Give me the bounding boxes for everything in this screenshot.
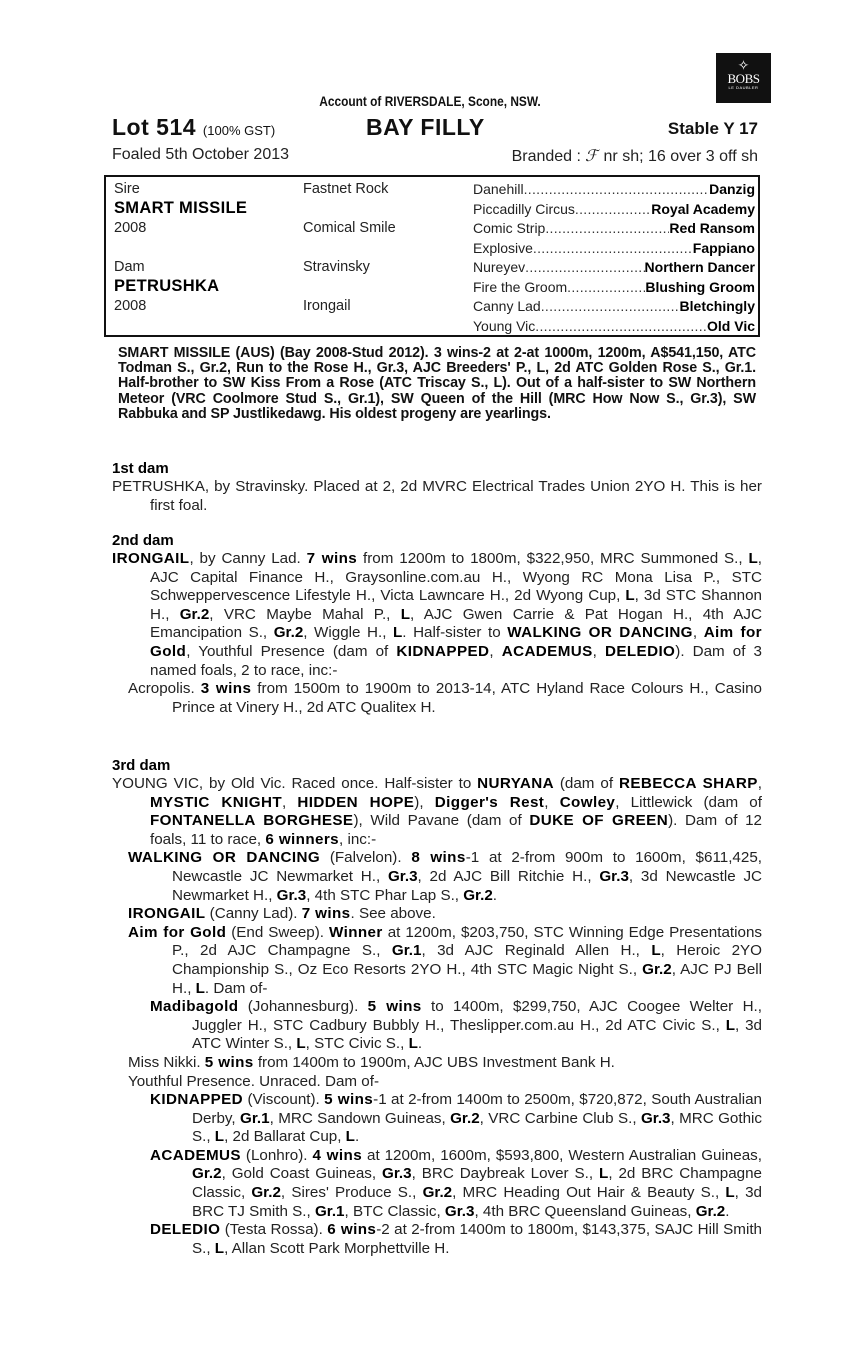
logo-name: BOBS xyxy=(727,71,760,86)
grandparent-row xyxy=(473,318,755,334)
grandparent-sire: Royal Academy xyxy=(651,200,755,217)
text: , Wiggle H., xyxy=(303,624,394,642)
grandparent-sire: Fappiano xyxy=(692,239,755,256)
horse-name: MYSTIC KNIGHT xyxy=(150,793,282,811)
grandparent-row xyxy=(473,298,755,314)
leader-dots xyxy=(541,298,680,314)
text: (Testa Rossa). xyxy=(220,1221,328,1239)
text: -1 at 2-from 900m to 1600m, $611,425, Newcastle JC Newmarket H., xyxy=(172,849,762,885)
horse-name: IRONGAIL xyxy=(112,550,190,567)
horse-name: NURYANA xyxy=(477,775,554,792)
text: . xyxy=(492,886,498,904)
text: , 3d STC Shannon H., xyxy=(150,587,762,623)
text: . xyxy=(417,1035,423,1053)
leader-dots xyxy=(535,318,707,334)
listed-mark: L xyxy=(651,942,661,960)
text: . xyxy=(354,1128,360,1146)
group-mark: Gr.2 xyxy=(251,1184,281,1202)
text: , STC Civic S., xyxy=(305,1035,409,1053)
text: , VRC Maybe Mahal P., xyxy=(209,605,401,623)
text: ), xyxy=(414,793,435,811)
grandparent-sire: Bletchingly xyxy=(679,298,755,314)
text: , 3d BRC TJ Smith S., xyxy=(192,1184,762,1220)
horse-name: WALKING OR DANCING xyxy=(128,849,321,867)
group-mark: Gr.3 xyxy=(276,886,307,904)
horse-name: Aim for Gold xyxy=(150,624,762,660)
grandparent-sire: Red Ransom xyxy=(669,220,755,236)
text: , Littlewick (dam of xyxy=(615,793,762,811)
group-mark: Gr.2 xyxy=(450,1109,480,1127)
listed-mark: L xyxy=(408,1035,418,1053)
text: (Johannesburg). xyxy=(238,998,368,1016)
text: ). Dam of 3 named foals, 2 to race, inc:- xyxy=(150,642,762,679)
group-mark: Gr.1 xyxy=(391,942,422,960)
horse-name: KIDNAPPED xyxy=(150,1091,244,1109)
text: from 1400m to 1900m, AJC UBS Investment Bank H. xyxy=(253,1053,615,1071)
listed-mark: L xyxy=(296,1035,306,1053)
text: -2 at 2-from 1400m to 1800m, $143,375, SAJC Hill Smith S., xyxy=(192,1221,762,1257)
text: Miss Nikki. xyxy=(128,1053,205,1071)
listed-mark: L xyxy=(393,624,403,642)
grandparent-name: Comic Strip xyxy=(473,220,546,236)
text: , 2d Ballarat Cup, xyxy=(224,1128,346,1146)
second-dam-foal xyxy=(128,680,762,717)
grandparent-name: Young Vic xyxy=(473,317,536,334)
grandparent-row xyxy=(473,259,755,275)
progeny-deledio xyxy=(150,1221,762,1258)
group-mark: Gr.2 xyxy=(179,605,210,623)
horse-name: Madibagold xyxy=(150,998,239,1016)
grandparent-name: Piccadilly Circus xyxy=(473,200,575,217)
horse-name: WALKING OR DANCING xyxy=(507,624,693,642)
text: (Viscount). xyxy=(243,1091,325,1109)
group-mark: Gr.2 xyxy=(695,1202,726,1220)
text: , Gold Coast Guineas, xyxy=(221,1165,383,1183)
logo-subtitle: LE DAUBLER xyxy=(728,85,759,90)
grandparent-sire: Northern Dancer xyxy=(644,259,755,275)
leader-dots xyxy=(567,279,645,295)
listed-mark: L xyxy=(599,1165,609,1183)
branded-label: Branded : xyxy=(511,148,581,165)
horse-name: DELEDIO xyxy=(604,642,676,660)
text: from 1200m to 1800m, $322,950, MRC Summoned S., xyxy=(357,550,749,567)
grandparent-row xyxy=(473,181,755,197)
wins: 3 wins xyxy=(200,680,252,698)
text: Acropolis. xyxy=(128,680,201,698)
text: , inc:- xyxy=(339,830,377,848)
grandparent-name: Fire the Groom xyxy=(473,278,568,295)
horse-name: DELEDIO xyxy=(150,1221,221,1239)
leader-dots xyxy=(525,259,644,275)
group-mark: Gr.3 xyxy=(599,867,629,885)
horse-bird-icon: ✧ xyxy=(737,57,750,73)
sire-year: 2008 xyxy=(114,220,147,236)
wins: 5 wins xyxy=(324,1091,374,1109)
group-mark: Gr.2 xyxy=(273,624,304,642)
wins: 5 wins xyxy=(204,1053,254,1071)
text: , xyxy=(282,793,298,811)
sire-name: SMART MISSILE xyxy=(114,199,248,217)
grandparent-name: Nureyev xyxy=(473,259,526,275)
wins: 8 wins xyxy=(411,849,466,867)
text: , 2d AJC Bill Ritchie H., xyxy=(417,867,600,885)
listed-mark: L xyxy=(195,979,205,997)
wins: 7 wins xyxy=(306,550,358,567)
first-dam-text: PETRUSHKA, by Stravinsky. Placed at 2, 2d MVRC Electrical Trades Union 2YO H. This is her first foal. xyxy=(112,478,762,514)
horse-name: ACADEMUS xyxy=(150,1146,241,1164)
text: . xyxy=(725,1202,730,1220)
leader-dots xyxy=(545,220,669,236)
third-dam-text xyxy=(112,775,762,849)
text: to 1400m, $299,750, AJC Coogee Welter H., Juggler H., STC Cadbury Bubbly H., Theslipper.com.au H., 2d ATC Civic S., xyxy=(192,998,762,1034)
text: (End Sweep). xyxy=(226,923,329,941)
listed-mark: L xyxy=(725,1184,735,1202)
text: (Falvelon). xyxy=(320,849,412,867)
listed-mark: L xyxy=(214,1128,225,1146)
text: , xyxy=(757,775,762,792)
vendor-account: Account of RIVERSDALE, Scone, NSW. xyxy=(319,93,541,109)
text: (dam of xyxy=(553,775,619,792)
first-dam-section xyxy=(112,460,762,515)
second-dam-heading: 2nd dam xyxy=(112,532,174,549)
text: , MRC Sandown Guineas, xyxy=(269,1109,451,1127)
grandparent-name: Canny Lad xyxy=(473,298,541,314)
listed-mark: L xyxy=(748,550,758,567)
text: , 3d AJC Reginald Allen H., xyxy=(421,942,652,960)
listed-mark: L xyxy=(625,587,635,605)
horse-name: REBECCA SHARP xyxy=(618,775,758,792)
dam-sire: Stravinsky xyxy=(303,259,370,275)
group-mark: Gr.1 xyxy=(240,1109,270,1127)
dam-name: PETRUSHKA xyxy=(114,277,220,295)
text: , AJC Capital Finance H., Graysonline.com.au H., Wyong RC Mona Lisa P., STC Schweppervescence Lifestyle H., Victa Lawncare H., 2d Wyong Cup, xyxy=(150,550,763,605)
lot-label: Lot 514 xyxy=(112,114,197,140)
horse-name: Cowley xyxy=(559,793,616,811)
listed-mark: L xyxy=(345,1128,355,1146)
gst-note: (100% GST) xyxy=(202,123,276,138)
text: , 4th STC Phar Lap S., xyxy=(306,886,464,904)
horse-name: Aim for Gold xyxy=(128,923,227,941)
progeny-miss-nikki xyxy=(128,1054,762,1073)
group-mark: Gr.2 xyxy=(463,886,493,904)
listed-mark: L xyxy=(214,1239,225,1257)
third-dam-section xyxy=(112,757,762,1258)
text: -1 at 2-from 1400m to 2500m, $720,872, South Australian Derby, xyxy=(192,1091,762,1127)
third-dam-heading: 3rd dam xyxy=(112,757,171,774)
text: . Dam of- xyxy=(204,979,268,997)
dam-dam: Irongail xyxy=(303,298,351,314)
group-mark: Gr.2 xyxy=(192,1165,222,1183)
grandparent-name: Danehill xyxy=(473,181,524,197)
pedigree-table xyxy=(104,175,760,337)
lot-number xyxy=(112,114,275,141)
second-dam-section xyxy=(112,532,762,717)
text: , BRC Daybreak Lover S., xyxy=(411,1165,600,1183)
grandparent-row xyxy=(473,201,755,217)
text: . Half-sister to xyxy=(402,624,508,642)
listed-mark: L xyxy=(400,605,410,623)
branded-info xyxy=(512,146,758,166)
leader-dots xyxy=(524,181,710,197)
progeny-youthful-presence: Youthful Presence. Unraced. Dam of- xyxy=(128,1072,380,1090)
text: , xyxy=(592,642,605,660)
text: from 1500m to 1900m to 2013-14, ATC Hyland Race Colours H., Casino Prince at Vinery H., 2d ATC Qualitex H. xyxy=(172,680,762,716)
text: , Allan Scott Park Morphettville H. xyxy=(224,1239,450,1257)
text: , MRC Heading Out Hair & Beauty S., xyxy=(452,1184,726,1202)
text: , Sires' Produce S., xyxy=(280,1184,423,1202)
wins: 5 wins xyxy=(367,998,422,1016)
leader-dots xyxy=(533,240,693,256)
progeny-walking-or-dancing xyxy=(128,849,762,905)
text: , xyxy=(544,793,560,811)
stable-location: Stable Y 17 xyxy=(667,119,758,138)
grandparent-sire: Old Vic xyxy=(707,317,755,334)
text: , 2d BRC Champagne Classic, xyxy=(192,1165,762,1202)
text: , MRC Gothic S., xyxy=(192,1109,763,1146)
first-dam-heading: 1st dam xyxy=(112,460,169,477)
group-mark: Gr.3 xyxy=(444,1202,475,1220)
dam-year: 2008 xyxy=(114,298,147,314)
group-mark: Gr.2 xyxy=(422,1184,453,1202)
progeny-kidnapped xyxy=(150,1091,762,1147)
text: , 3d ATC Winter S., xyxy=(192,1016,762,1053)
progeny-madibagold xyxy=(150,998,762,1054)
horse-name: IRONGAIL xyxy=(128,905,206,923)
branded-detail: nr sh; 16 over 3 off sh xyxy=(603,148,758,165)
foaled-date: Foaled 5th October 2013 xyxy=(112,146,290,163)
text: ), Wild Pavane (dam of xyxy=(353,812,530,830)
listed-mark: L xyxy=(725,1016,735,1034)
sire-dam: Comical Smile xyxy=(303,220,396,236)
text: , xyxy=(489,642,502,660)
horse-name: FONTANELLA BORGHESE xyxy=(150,812,354,830)
leader-dots xyxy=(575,201,651,217)
text: ). Dam of 12 foals, 11 to race, xyxy=(150,812,762,848)
winners: 6 winners xyxy=(265,830,340,848)
text: YOUNG VIC, by Old Vic. Raced once. Half-sister to xyxy=(112,775,478,792)
sire-summary: SMART MISSILE (AUS) (Bay 2008-Stud 2012). 3 wins-2 at 2-at 1000m, 1200m, A$541,150, ATC Todman S., Gr.2, Run to the Rose H., Gr.3, AJC Breeders' P., L, 2d ATC Golden Rose S., Gr.1. Half-brother to SW Kiss From a Rose (ATC Triscay S., L). Out of a half-sister to SW Northern Meteor (VRC Coolmore Stud S., Gr.1), SW Queen of the Hill (MRC How Now S., Gr.3), SW Rabbuka and SP Justlikedawg. His oldest progeny are yearlings. xyxy=(118,345,756,422)
grandparent-sire: Blushing Groom xyxy=(645,278,755,295)
text: , xyxy=(692,624,704,642)
sire-sire: Fastnet Rock xyxy=(303,181,389,197)
text: , 3d Newcastle JC Newmarket H., xyxy=(172,867,763,904)
text: , 4th BRC Queensland Guineas, xyxy=(474,1202,696,1220)
grandparent-name: Explosive xyxy=(473,239,533,256)
grandparent-row xyxy=(473,220,755,236)
text: . See above. xyxy=(350,905,436,923)
progeny-academus xyxy=(150,1147,762,1221)
progeny-irongail xyxy=(128,905,762,924)
text: , Heroic 2YO Championship S., Oz Eco Resorts 2YO H., 4th STC Magic Night S., xyxy=(172,942,763,978)
horse-name: Digger's Rest xyxy=(434,793,545,811)
lot-line xyxy=(112,114,758,142)
text: , by Canny Lad. xyxy=(189,550,307,567)
second-dam-text xyxy=(112,550,762,680)
text: , AJC PJ Bell H., xyxy=(172,960,763,997)
text: , BTC Classic, xyxy=(344,1202,445,1220)
horse-name: DUKE OF GREEN xyxy=(529,812,669,830)
text: (Canny Lad). xyxy=(205,905,302,923)
grandparent-row xyxy=(473,240,755,256)
horse-name: HIDDEN HOPE xyxy=(297,793,415,811)
wins: 4 wins xyxy=(312,1146,363,1164)
progeny-aim-for-gold xyxy=(128,924,762,998)
group-mark: Gr.3 xyxy=(387,867,418,885)
text: , AJC Gwen Carrie & Pat Hogan H., 4th AJC Emancipation S., xyxy=(150,605,762,642)
grandparent-row xyxy=(473,279,755,295)
group-mark: Gr.3 xyxy=(382,1165,412,1183)
wins: Winner xyxy=(328,923,383,941)
text: at 1200m, 1600m, $593,800, Western Australian Guineas, xyxy=(362,1146,762,1164)
horse-name: KIDNAPPED xyxy=(396,642,490,660)
text: (Lonhro). xyxy=(240,1146,313,1164)
horse-name: ACADEMUS xyxy=(501,642,593,660)
grandparent-sire: Danzig xyxy=(709,181,755,197)
group-mark: Gr.1 xyxy=(314,1202,345,1220)
group-mark: Gr.2 xyxy=(642,960,672,978)
sire-label: Sire xyxy=(114,181,140,197)
brand-mark-icon: ℱ xyxy=(584,146,598,165)
text: , Youthful Presence (dam of xyxy=(186,642,397,660)
wins: 7 wins xyxy=(301,905,351,923)
dam-label: Dam xyxy=(114,259,145,275)
horse-description: BAY FILLY xyxy=(366,114,485,140)
text: , VRC Carbine Club S., xyxy=(479,1109,641,1127)
text: at 1200m, $203,750, STC Winning Edge Presentations P., 2d AJC Champagne S., xyxy=(172,923,762,960)
wins: 6 wins xyxy=(327,1221,377,1239)
group-mark: Gr.3 xyxy=(640,1109,671,1127)
